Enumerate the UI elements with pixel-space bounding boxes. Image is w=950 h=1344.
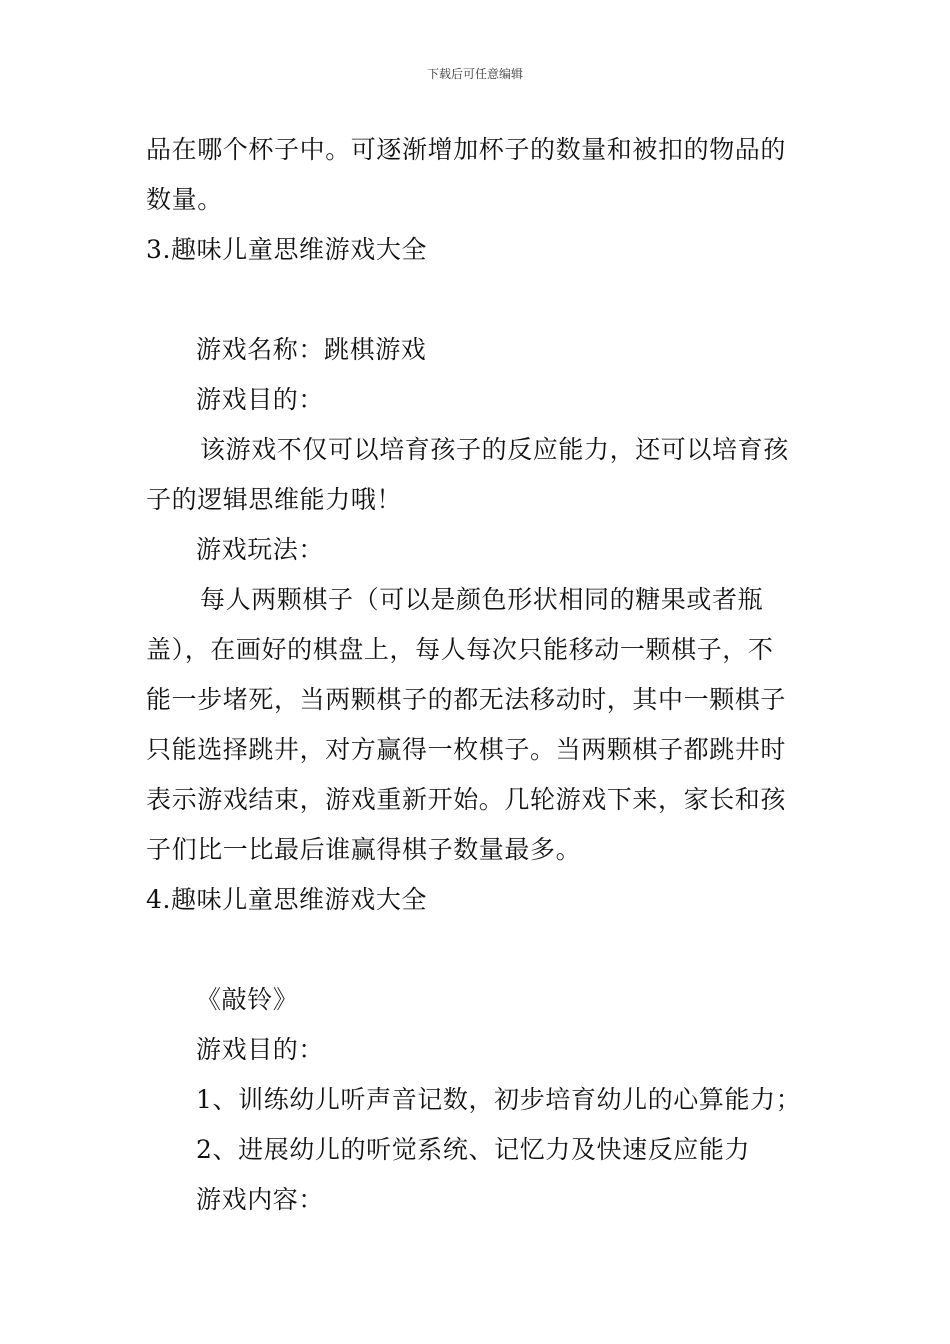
subheading: 游戏目的： xyxy=(196,385,325,414)
paragraph-line: 只能选择跳井，对方赢得一枚棋子。当两颗棋子都跳井时 xyxy=(146,735,787,764)
paragraph-line: 表示游戏结束，游戏重新开始。几轮游戏下来，家长和孩 xyxy=(146,785,787,814)
game-name: 游戏名称：跳棋游戏 xyxy=(196,335,427,364)
section-heading: 3.趣味儿童思维游戏大全 xyxy=(146,235,428,264)
paragraph-line: 该游戏不仅可以培育孩子的反应能力，还可以培育孩 xyxy=(200,435,789,464)
section-heading: 4.趣味儿童思维游戏大全 xyxy=(146,885,428,914)
blank-line xyxy=(146,275,810,325)
paragraph-line: 子的逻辑思维能力哦！ xyxy=(146,485,403,514)
document-body xyxy=(146,125,810,1225)
paragraph-line: 每人两颗棋子（可以是颜色形状相同的糖果或者瓶 xyxy=(200,585,764,614)
paragraph-line: 数量。 xyxy=(146,185,223,214)
paragraph-line: 盖），在画好的棋盘上，每人每次只能移动一颗棋子，不 xyxy=(146,635,774,664)
subheading: 游戏内容： xyxy=(196,1185,325,1214)
paragraph-line: 能一步堵死，当两颗棋子的都无法移动时，其中一颗棋子 xyxy=(146,685,787,714)
blank-line xyxy=(146,925,810,975)
list-item: 1、训练幼儿听声音记数，初步培育幼儿的心算能力； xyxy=(196,1085,802,1114)
paragraph-line: 品在哪个杯子中。可逐渐增加杯子的数量和被扣的物品的 xyxy=(146,135,787,164)
list-item: 2、进展幼儿的听觉系统、记忆力及快速反应能力 xyxy=(196,1135,751,1164)
subheading: 游戏玩法： xyxy=(196,535,325,564)
paragraph-line: 子们比一比最后谁赢得棋子数量最多。 xyxy=(146,835,582,864)
page-header: 下载后可任意编辑 xyxy=(426,67,523,81)
game-name: 《敲铃》 xyxy=(196,985,299,1014)
subheading: 游戏目的： xyxy=(196,1035,325,1064)
